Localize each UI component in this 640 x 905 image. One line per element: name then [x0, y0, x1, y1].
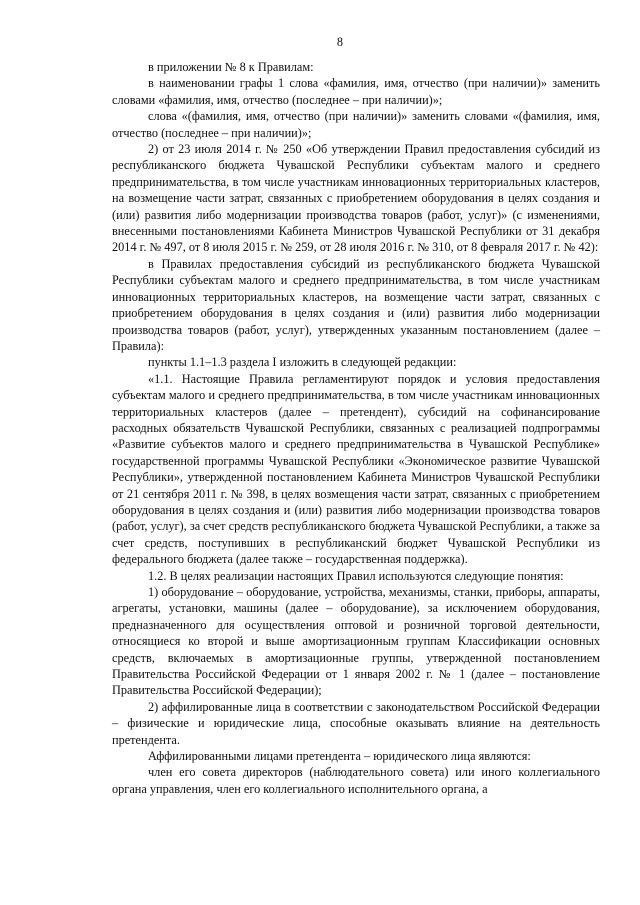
paragraph: пункты 1.1–1.3 раздела I изложить в следующей редакции:: [148, 355, 457, 370]
paragraph: в приложении № 8 к Правилам:: [148, 60, 314, 74]
paragraph: 1.2. В целях реализации настоящих Правил используются следующие понятия:: [148, 568, 564, 583]
paragraph: 2) аффилированные лица в соответствии с законодательством Российской Федерации – физические и юридические лица, способные оказывать влияние на деятельность претендента.: [112, 699, 600, 747]
paragraph: слова «(фамилия, имя, отчество (при наличии)» заменить словами «(фамилия, имя, отчество (последнее – при наличии)»;: [112, 109, 600, 140]
paragraph: Аффилированными лицами претендента – юридического лица являются:: [148, 749, 531, 764]
paragraph: член его совета директоров (наблюдательного совета) или иного коллегиального органа управления, член его коллегиального исполнительного органа, а: [112, 765, 600, 796]
paragraph: 2) от 23 июля 2014 г. № 250 «Об утверждении Правил предоставления субсидий из республиканского бюджета Чувашской Республики субъектам малого и среднего предпринимательства, в том числе участникам инновационных территориальных кластеров, на возмещение части затрат, связанных с приобретением оборудования в целях создания и (или) развития либо модернизации производства товаров (работ, услуг)» (с изменениями, внесенными постановлениями Кабинета Министров Чувашской Республики от 31 декабря 2014 г. № 497, от 8 июля 2015 г. № 259, от 28 июля 2016 г. № 310, от 8 февраля 2017 г. № 42):: [112, 142, 600, 255]
paragraph: в наименовании графы 1 слова «фамилия, имя, отчество (при наличии)» заменить словами «фамилия, имя, отчество (последнее – при наличии)»;: [112, 76, 600, 107]
page-number: 8: [336, 35, 344, 49]
paragraph: «1.1. Настоящие Правила регламентируют порядок и условия предоставления субъектам малого и среднего предпринимательства, в том числе участникам инновационных территориальных кластеров (далее – претендент), субсидий на софинансирование расходных обязательств Чувашской Республики, связанных с реализацией подпрограммы «Развитие субъектов малого и среднего предпринимательства в Чувашской Республике» государственной программы Чувашской Республики «Экономическое развитие Чувашской Республики», утвержденной постановлением Кабинета Министров Чувашской Республики от 21 сентября 2011 г. № 398, в целях возмещения части затрат, связанных с приобретением оборудования в целях создания и (или) развития либо модернизации производства товаров (работ, услуг), за счет средств республиканского бюджета Чувашской Республики, а также за счет средств, поступивших в республиканский бюджет Чувашской Республики из федерального бюджета (далее также – государственная поддержка).: [112, 371, 600, 567]
paragraph: в Правилах предоставления субсидий из республиканского бюджета Чувашской Республики субъектам малого и среднего предпринимательства, в том числе участникам инновационных территориальных кластеров, на возмещение части затрат, связанных с приобретением оборудования в целях создания и (или) развития либо модернизации производства товаров (работ, услуг), утвержденных указанным постановлением (далее – Правила):: [112, 256, 600, 353]
paragraph: 1) оборудование – оборудование, устройства, механизмы, станки, приборы, аппараты, агрегаты, установки, машины (далее – оборудование), за исключением оборудования, предназначенного для осуществления оптовой и розничной торговой деятельности, относящиеся ко второй и выше амортизационным группам Классификации основных средств, включаемых в амортизационные группы, утвержденной постановлением Правительства Российской Федерации от 1 января 2002 г. № 1 (далее – постановление Правительства Российской Федерации);: [112, 585, 600, 698]
